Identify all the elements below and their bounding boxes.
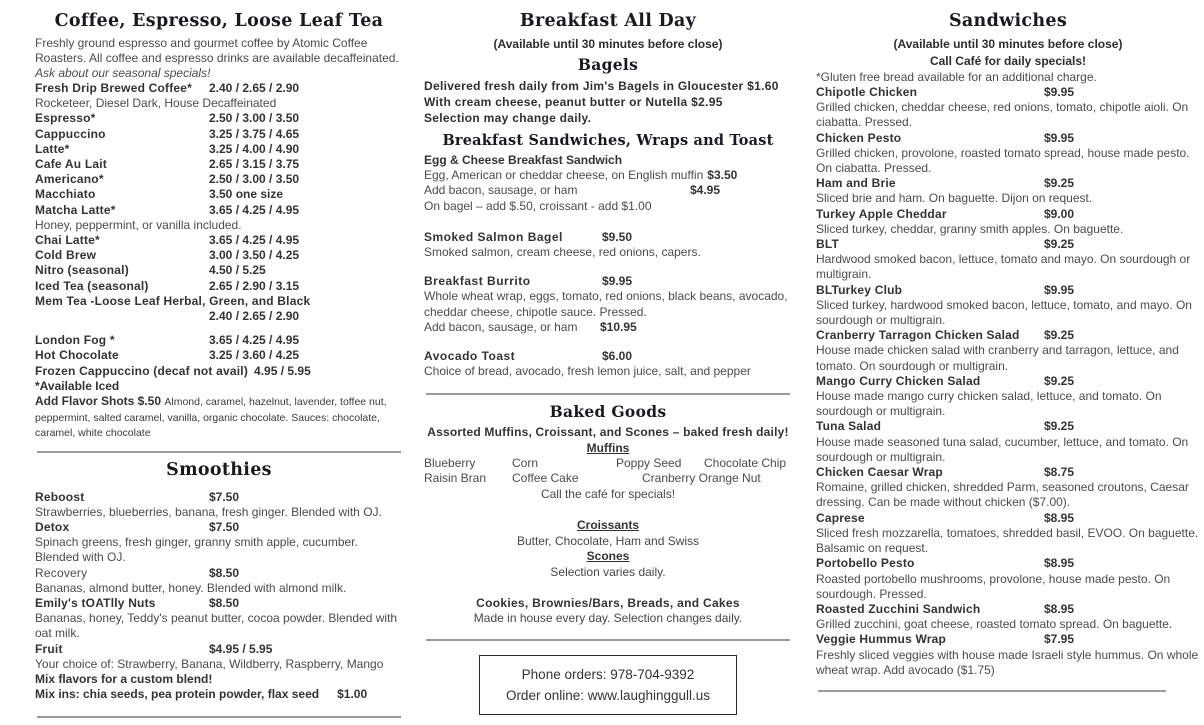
item-price: $9.00	[1044, 206, 1075, 221]
menu-item	[35, 490, 403, 520]
divider	[37, 451, 401, 453]
divider	[818, 690, 1166, 692]
menu-item	[816, 85, 1200, 131]
item-description: House made mango curry chicken salad, lettuce, and tomato. On sourdough or multigrain.	[816, 389, 1162, 419]
item-price: $9.25	[1044, 373, 1075, 388]
menu-item	[35, 348, 403, 363]
order-box	[479, 655, 737, 715]
coffee-intro: Freshly ground espresso and gourmet coffee by Atomic Coffee Roasters. All coffee and espresso drinks are available decaffeinated.	[35, 36, 399, 65]
baked-goods-title: Baked Goods	[549, 402, 667, 422]
item-name: Chicken Caesar Wrap	[816, 465, 943, 480]
item-name: Nitro (seasonal)	[35, 263, 129, 278]
item-price: $7.95	[1044, 632, 1075, 647]
item-name: BLT	[816, 237, 840, 252]
bagels-line-1: Delivered fresh daily from Jim's Bagels in Gloucester $1.60	[424, 79, 779, 93]
item-description: Sliced brie and ham. On baguette. Dijon on request.	[816, 191, 1093, 206]
menu-item	[35, 309, 403, 324]
item-name: Macchiato	[35, 187, 96, 202]
item-name: Cafe Au Lait	[35, 157, 107, 172]
item-name: Fruit	[35, 641, 63, 656]
menu-item	[816, 419, 1200, 465]
menu-item	[816, 328, 1200, 374]
breakfast-subtitle: (Available until 30 minutes before close)	[493, 37, 723, 51]
flavor-shots-label: Add Flavor Shots $.50	[35, 394, 162, 409]
item-description: Your choice of: Strawberry, Banana, Wildberry, Raspberry, Mango	[35, 656, 384, 671]
menu-item	[35, 157, 403, 172]
mix-ins	[35, 687, 403, 702]
mix-ins-price: $1.00	[337, 687, 368, 702]
coffee-item-list	[35, 81, 403, 379]
item-price: $9.95	[1044, 130, 1075, 145]
muffin-flavor: Raisin Bran	[424, 471, 487, 486]
item-price: 3.00 / 3.50 / 4.25	[209, 248, 300, 263]
item-price: $7.50	[209, 489, 240, 504]
menu-item	[816, 556, 1200, 602]
item-description: House made chicken salad with cranberry and tarragon, lettuce, and tomato. On sourdough or multigrain.	[816, 343, 1179, 373]
item-description: Grilled chicken, provolone, roasted tomato spread, house made pesto. On ciabatta. Pressed.	[816, 145, 1190, 176]
bagels-line-2: With cream cheese, peanut butter or Nutella $2.95	[424, 95, 723, 109]
item-price: $9.25	[1044, 419, 1075, 434]
menu-item	[35, 233, 403, 248]
sandwich-item-list	[816, 85, 1200, 678]
phone-orders-line: Phone orders: 978-704-9392	[521, 666, 695, 682]
breakfast-sandwiches-heading: Breakfast Sandwiches, Wraps and Toast	[442, 132, 774, 149]
menu-item	[35, 566, 403, 596]
item-price: $9.95	[1044, 85, 1075, 99]
item-price: 3.65 / 4.25 / 4.95	[209, 202, 300, 217]
item-price: 2.50 / 3.00 / 3.50	[209, 172, 300, 187]
muffin-flavor: Chocolate Chip	[704, 456, 787, 471]
egg-row-text: On bagel – add $.50, croissant - add $1.00	[424, 198, 652, 213]
menu-item	[816, 207, 1200, 237]
item-description: Freshly sliced veggies with house made Israeli style hummus. On whole wheat wrap. Add avocado ($1.75)	[816, 647, 1199, 677]
item-name: Matcha Latte*	[35, 202, 116, 217]
croissants-line: Butter, Chocolate, Ham and Swiss	[516, 533, 700, 548]
egg-row-text: Add bacon, sausage, or ham	[424, 183, 578, 198]
item-name: Breakfast Burrito	[424, 274, 531, 289]
item-name: Frozen Cappuccino (decaf not avail)	[35, 363, 249, 378]
item-description: Strawberries, blueberries, banana, fresh ginger. Blended with OJ.	[35, 504, 382, 519]
item-name: Iced Tea (seasonal)	[35, 278, 149, 293]
item-price: $8.95	[1044, 601, 1075, 616]
item-price: $8.75	[1044, 465, 1075, 480]
item-description: Bananas, almond butter, honey. Blended with almond milk.	[35, 580, 347, 595]
egg-row	[424, 183, 792, 198]
item-name: Tuna Salad	[816, 419, 882, 434]
item-price: $8.50	[209, 595, 240, 610]
item-price: 2.50 / 3.00 / 3.50	[209, 111, 300, 126]
menu-item	[35, 294, 403, 309]
egg-row-price: $4.95	[690, 183, 721, 198]
item-price: 3.65 / 4.25 / 4.95	[209, 333, 300, 348]
item-description: Honey, peppermint, or vanilla included.	[35, 217, 242, 232]
item-name: Fresh Drip Brewed Coffee*	[35, 81, 193, 95]
item-price: $4.95 / 5.95	[209, 641, 273, 656]
item-name: Cold Brew	[35, 248, 97, 263]
item-description: Grilled chicken, cheddar cheese, red onions, tomato, chipotle aioli. On ciabatta. Pressed.	[816, 100, 1189, 130]
item-name: Veggie Hummus Wrap	[816, 632, 947, 647]
menu-item	[424, 349, 792, 379]
menu-item	[35, 333, 403, 348]
item-name: Chicken Pesto	[816, 130, 902, 145]
item-name: Caprese	[816, 510, 865, 525]
item-name: Recovery	[35, 565, 88, 580]
item-name: Chipotle Chicken	[816, 85, 918, 99]
item-price: $9.95	[1044, 282, 1075, 297]
menu-item	[35, 364, 403, 379]
item-price: $8.50	[209, 565, 240, 580]
item-description: Sliced fresh mozzarella, tomatoes, shredded basil, EVOO. On baguette. Balsamic on request.	[816, 525, 1199, 556]
item-price: $7.50	[209, 519, 240, 534]
menu-item	[35, 279, 403, 294]
bagels-line-3: Selection may change daily.	[424, 111, 592, 125]
item-price: 2.65 / 2.90 / 3.15	[209, 278, 300, 293]
item-price: 4.95 / 5.95	[254, 363, 311, 378]
divider	[426, 639, 790, 641]
menu-item	[35, 642, 403, 672]
item-name: Chai Latte*	[35, 233, 100, 248]
item-description: Choice of bread, avocado, fresh lemon juice, salt, and pepper	[424, 364, 751, 379]
menu-item	[35, 203, 403, 233]
item-price: 3.65 / 4.25 / 4.95	[209, 233, 300, 248]
menu-item	[816, 283, 1200, 329]
item-name: Portobello Pesto	[816, 556, 915, 571]
item-name: Cappuccino	[35, 126, 106, 141]
item-name: Emily's tOATlly Nuts	[35, 595, 156, 610]
bagels-heading: Bagels	[577, 55, 639, 74]
sandwiches-title: Sandwiches	[948, 11, 1067, 31]
egg-item-name: Egg & Cheese Breakfast Sandwich	[424, 153, 623, 167]
item-name: Ham and Brie	[816, 176, 896, 191]
sandwiches-specials-note: Call Café for daily specials!	[929, 54, 1087, 68]
item-price: 2.40 / 2.65 / 2.90	[209, 81, 300, 95]
item-name: Espresso*	[35, 111, 96, 126]
menu-item	[816, 131, 1200, 177]
item-price: $9.50	[602, 229, 633, 244]
item-name: Reboost	[35, 489, 85, 504]
sandwiches-subtitle: (Available until 30 minutes before close)	[893, 37, 1123, 51]
item-name: Hot Chocolate	[35, 348, 119, 363]
seasonal-note: Ask about our seasonal specials!	[35, 66, 211, 80]
scones-line: Selection varies daily.	[550, 564, 666, 579]
item-description: Grilled zucchini, goat cheese, roasted tomato spread. On baguette.	[816, 617, 1173, 632]
item-description: Rocketeer, Diesel Dark, House Decaffeinated	[35, 96, 277, 111]
coffee-title: Coffee, Espresso, Loose Leaf Tea	[54, 11, 384, 31]
scones-heading: Scones	[586, 549, 630, 564]
item-description: Bananas, honey, Teddy's peanut butter, cocoa powder. Blended with oat milk.	[35, 611, 398, 641]
item-name: Mem Tea -Loose Leaf Herbal, Green, and Black	[35, 293, 311, 308]
muffin-grid	[424, 456, 792, 486]
menu-item	[35, 248, 403, 263]
egg-row-text: Egg, American or cheddar cheese, on English muffin	[424, 168, 704, 183]
divider	[37, 716, 401, 718]
croissants-heading: Croissants	[576, 518, 640, 533]
menu-item	[35, 187, 403, 202]
baked-goods-tagline: Assorted Muffins, Croissant, and Scones – baked fresh daily!	[427, 425, 789, 440]
item-name: Detox	[35, 519, 70, 534]
addon-price: $10.95	[600, 319, 637, 334]
menu-item	[424, 274, 792, 335]
item-name: Cranberry Tarragon Chicken Salad	[816, 328, 1020, 343]
cookies-heading: Cookies, Brownies/Bars, Breads, and Cakes	[476, 596, 740, 611]
cookies-line: Made in house every day. Selection changes daily.	[473, 611, 743, 626]
egg-row	[424, 199, 792, 214]
egg-row-price: $3.50	[707, 168, 738, 183]
item-name: Avocado Toast	[424, 349, 516, 364]
item-description: Whole wheat wrap, eggs, tomato, red onions, black beans, avocado, cheddar cheese, chipotle sauce. Pressed.	[424, 289, 788, 319]
item-price: $8.95	[1044, 510, 1075, 525]
item-price: 2.40 / 2.65 / 2.90	[209, 309, 300, 324]
menu-item	[816, 632, 1200, 678]
muffins-note: Call the café for specials!	[540, 486, 676, 501]
item-name	[35, 309, 209, 324]
coffee-column	[35, 0, 403, 725]
breakfast-title: Breakfast All Day	[519, 11, 697, 31]
item-name: Latte*	[35, 141, 70, 156]
mix-ins-label: Mix ins: chia seeds, pea protein powder, flax seed	[35, 687, 320, 702]
item-description: Roasted portobello mushrooms, provolone, house made pesto. On sourdough. Pressed.	[816, 571, 1171, 601]
muffin-flavor: Poppy Seed	[616, 456, 682, 471]
item-name: Americano*	[35, 172, 104, 187]
item-name: Smoked Salmon Bagel	[424, 229, 563, 244]
menu-item	[35, 142, 403, 157]
menu-item	[35, 81, 403, 111]
muffin-flavor: Coffee Cake	[512, 471, 579, 486]
egg-row	[424, 168, 792, 183]
item-name: Turkey Apple Cheddar	[816, 206, 947, 221]
item-description: Romaine, grilled chicken, shredded Parm, seasoned croutons, Caesar dressing. Can be made without chicken ($7.00).	[816, 480, 1189, 510]
gluten-free-note: *Gluten free bread available for an additional charge.	[816, 70, 1097, 84]
menu-item	[816, 176, 1200, 206]
breakfast-item-list	[424, 230, 792, 380]
muffins-heading: Muffins	[586, 440, 630, 455]
menu-item	[35, 520, 403, 566]
item-description: Sliced turkey, cheddar, granny smith apples. On baguette.	[816, 221, 1124, 236]
item-price: $9.95	[602, 274, 633, 289]
item-price: $8.95	[1044, 556, 1075, 571]
available-iced-note: *Available Iced	[35, 378, 120, 393]
smoothie-item-list	[35, 490, 403, 672]
mix-note: Mix flavors for a custom blend!	[35, 672, 213, 686]
item-price: $9.25	[1044, 176, 1075, 191]
item-name: Roasted Zucchini Sandwich	[816, 601, 981, 616]
menu-item	[816, 237, 1200, 283]
item-price: 2.65 / 3.15 / 3.75	[209, 157, 300, 172]
menu-item	[816, 374, 1200, 420]
item-price: 4.50 / 5.25	[209, 263, 266, 278]
item-description: Smoked salmon, cream cheese, red onions, capers.	[424, 245, 701, 260]
item-name: BLTurkey Club	[816, 282, 903, 297]
muffin-flavor: Cranberry Orange Nut	[642, 471, 761, 486]
menu-item	[35, 172, 403, 187]
item-description: Spinach greens, fresh ginger, granny smith apple, cucumber. Blended with OJ.	[35, 535, 358, 565]
menu-item	[35, 111, 403, 126]
item-price: $9.25	[1044, 237, 1075, 252]
item-name: London Fog *	[35, 333, 115, 348]
breakfast-column	[424, 0, 792, 715]
menu-item	[424, 230, 792, 260]
item-addon-row	[424, 320, 792, 335]
item-name: Mango Curry Chicken Salad	[816, 373, 981, 388]
flavor-shots-detail: Almond, caramel, hazelnut, lavender, toffee nut, peppermint, salted caramel, vanilla, organic chocolate. Sauces: chocolate, caramel, white chocolate	[35, 396, 387, 440]
item-price: 3.25 / 4.00 / 4.90	[209, 141, 300, 156]
menu-item	[35, 127, 403, 142]
muffin-flavor: Blueberry	[424, 456, 476, 471]
item-price: 3.25 / 3.60 / 4.25	[209, 348, 300, 363]
item-description: Sliced turkey, hardwood smoked bacon, lettuce, tomato, and mayo. On sourdough or multigrain.	[816, 297, 1192, 328]
smoothies-title: Smoothies	[166, 459, 272, 480]
item-description: Hardwood smoked bacon, lettuce, tomato and mayo. On sourdough or multigrain.	[816, 252, 1191, 282]
menu-item	[35, 263, 403, 278]
muffin-flavor: Corn	[512, 456, 539, 471]
item-price: 3.50 one size	[209, 187, 284, 202]
addon-text: Add bacon, sausage, or ham	[424, 319, 578, 334]
divider	[426, 393, 790, 395]
order-online-line: Order online: www.laughinggull.us	[505, 687, 711, 703]
menu-item	[816, 465, 1200, 511]
egg-rows	[424, 168, 792, 214]
menu-item	[816, 511, 1200, 557]
sandwiches-column	[816, 0, 1200, 699]
flavor-shots	[35, 394, 403, 441]
item-price: 3.25 / 3.75 / 4.65	[209, 126, 300, 141]
item-price: $9.25	[1044, 328, 1075, 343]
item-description: House made seasoned tuna salad, cucumber, lettuce, and tomato. On sourdough or multigrain.	[816, 434, 1189, 464]
menu-item	[816, 602, 1200, 632]
item-price: $6.00	[602, 349, 633, 364]
menu-item	[35, 596, 403, 642]
